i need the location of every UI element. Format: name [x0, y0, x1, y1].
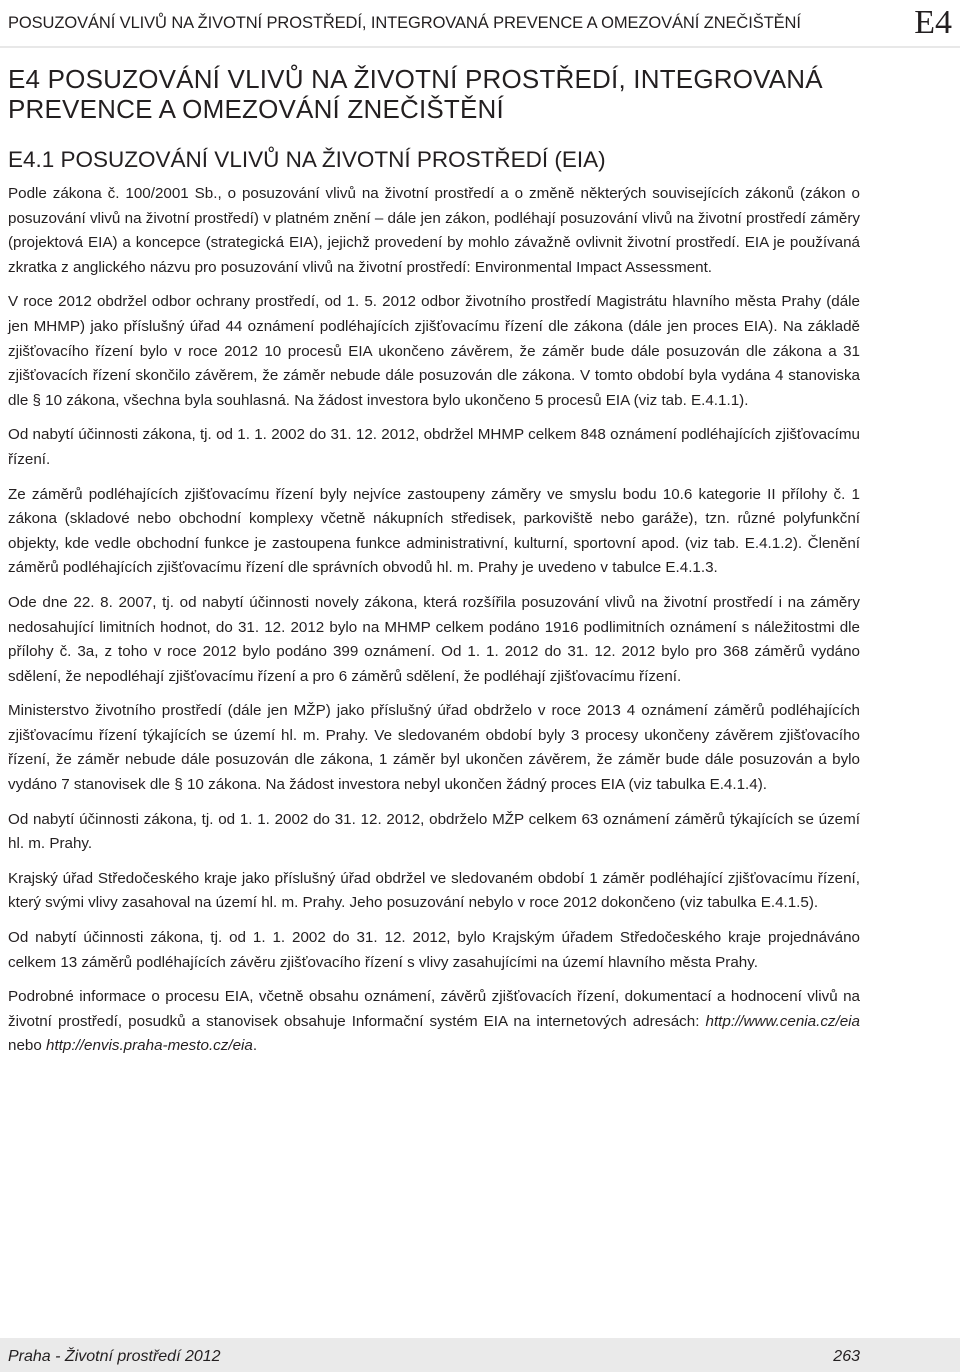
running-title: POSUZOVÁNÍ VLIVŮ NA ŽIVOTNÍ PROSTŘEDÍ, INTEGROVANÁ PREVENCE A OMEZOVÁNÍ ZNEČIŠTĚNÍ — [8, 14, 801, 32]
paragraph-10-mid: nebo — [8, 1037, 47, 1055]
paragraph-7: Od nabytí účinnosti zákona, tj. od 1. 1. 2002 do 31. 12. 2012, obdrželo MŽP celkem 63 oznámení záměrů týkajících se území hl. m. Prahy. — [8, 810, 860, 853]
paragraph-2: V roce 2012 obdržel odbor ochrany prostředí, od 1. 5. 2012 odbor životního prostředí Magistrátu hlavního města Prahy (dále jen MHMP) jako příslušný úřad 44 oznámení podléhajících zjišťovacímu řízení dle zákona (dále jen proces EIA). Na základě zjišťovacího řízení bylo v roce 2012 10 procesů EIA ukončeno závěrem, že záměr bude dále posuzován dle zákona a 31 zjišťovacích řízení skončilo závěrem, že záměr nebude dále posuzován dle zákona. V tomto období byla vydána 4 stanoviska dle § 10 zákona, všechna byla souhlasná. Na žádost investora bylo ukončeno 5 procesů EIA (viz tab. E.4.1.1). — [8, 293, 860, 409]
main-content — [8, 60, 860, 1059]
link-envis-eia[interactable]: http://envis.praha-mesto.cz/eia — [46, 1037, 253, 1055]
paragraph-3: Od nabytí účinnosti zákona, tj. od 1. 1. 2002 do 31. 12. 2012, obdržel MHMP celkem 848 oznámení podléhajících zjišťovacímu řízení. — [8, 426, 860, 468]
paragraph-10 — [8, 985, 860, 1059]
footer-publication: Praha - Životní prostředí 2012 — [8, 1348, 221, 1365]
paragraph-8: Krajský úřad Středočeského kraje jako příslušný úřad obdržel ve sledovaném období 1 záměr podléhající zjišťovacímu řízení, který svými vlivy zasahoval na území hl. m. Prahy. Jeho posuzování nebylo v roce 2012 dokončeno (viz tabulka E.4.1.5). — [8, 869, 860, 912]
header-divider — [0, 46, 960, 48]
paragraph-1: Podle zákona č. 100/2001 Sb., o posuzování vlivů na životní prostředí a o změně některých souvisejících zákonů (zákon o posuzování vlivů na životní prostředí) v platném znění – dále jen zákon, podléhají posuzování vlivů na životní prostředí záměry (projektová EIA) a koncepce (strategická EIA), jejichž provedení by mohlo závažně ovlivnit životní prostředí. EIA je používaná zkratka z anglického názvu pro posuzování vlivů na životní prostředí: Environmental Impact Assessment. — [8, 185, 860, 276]
page-title — [8, 64, 860, 124]
paragraph-10-text: Podrobné informace o procesu EIA, včetně obsahu oznámení, závěrů zjišťovacích řízení, dokumentací a hodnocení vlivů na životní prostředí, posudků a stanovisek obsahuje Informační systém EIA na internetových adresách: — [8, 988, 860, 1030]
paragraph-9: Od nabytí účinnosti zákona, tj. od 1. 1. 2002 do 31. 12. 2012, bylo Krajským úřadem Středočeského kraje projednáváno celkem 13 záměrů podléhajících závěru zjišťovacího řízení s vlivy zasahujícími na území hlavního města Prahy. — [8, 929, 860, 971]
paragraph-5: Ode dne 22. 8. 2007, tj. od nabytí účinnosti novely zákona, která rozšířila posuzování vlivů na životní prostředí i na záměry nedosahující limitních hodnot, do 31. 12. 2012 bylo na MHMP celkem podáno 1916 podlimitních oznámení s náležitostmi dle přílohy č. 3a, z toho v roce 2012 bylo podáno 399 oznámení. Od 1. 1. 2012 do 31. 12. 2012 bylo pro 368 záměrů vydáno sdělení, že nepodléhají zjišťovacímu řízení a pro 6 záměrů sdělení, že podléhají zjišťovacímu řízení. — [8, 593, 860, 685]
page-title-line2: PREVENCE A OMEZOVÁNÍ ZNEČIŠTĚNÍ — [8, 94, 504, 124]
paragraph-4: Ze záměrů podléhajících zjišťovacímu řízení byly nejvíce zastoupeny záměry ve smyslu bodu 10.6 kategorie II přílohy č. 1 zákona (skladové nebo obchodní komplexy včetně nákupních středisek, parkoviště nebo garáže), tzn. různé polyfunkční objekty, kde vedle obchodní funkce je zastoupena funkce administrativní, kulturní, sportovní apod. (viz tab. E.4.1.2). Členění záměrů podléhajících zjišťovacímu řízení dle správních obvodů hl. m. Prahy je uvedeno v tabulce E.4.1.3. — [8, 485, 860, 577]
paragraph-10-end: . — [252, 1037, 258, 1055]
chapter-code: E4 — [914, 4, 952, 41]
page-number: 263 — [833, 1348, 860, 1365]
chapter-badge — [822, 0, 960, 46]
link-cenia-eia[interactable]: http://www.cenia.cz/eia — [705, 1012, 860, 1030]
section-heading: E4.1 POSUZOVÁNÍ VLIVŮ NA ŽIVOTNÍ PROSTŘEDÍ (EIA) — [8, 147, 606, 172]
paragraph-6: Ministerstvo životního prostředí (dále jen MŽP) jako příslušný úřad obdrželo v roce 2013 4 oznámení záměrů podléhajících zjišťovacímu řízení týkajících se území hl. m. Prahy. Ve sledovaném období byly 3 procesy ukončeny závěrem zjišťovacího řízení, že záměr nebude dále posuzován dle zákona, 1 záměr byl ukončen závěrem, že záměr bude dále posuzován a bylo vydáno 7 stanovisek dle § 10 zákona. Na žádost investora nebyl ukončen žádný proces EIA (viz tabulka E.4.1.4). — [8, 702, 860, 794]
page-header — [0, 0, 960, 46]
page-title-line1: E4 POSUZOVÁNÍ VLIVŮ NA ŽIVOTNÍ PROSTŘEDÍ, INTEGROVANÁ — [8, 64, 823, 94]
